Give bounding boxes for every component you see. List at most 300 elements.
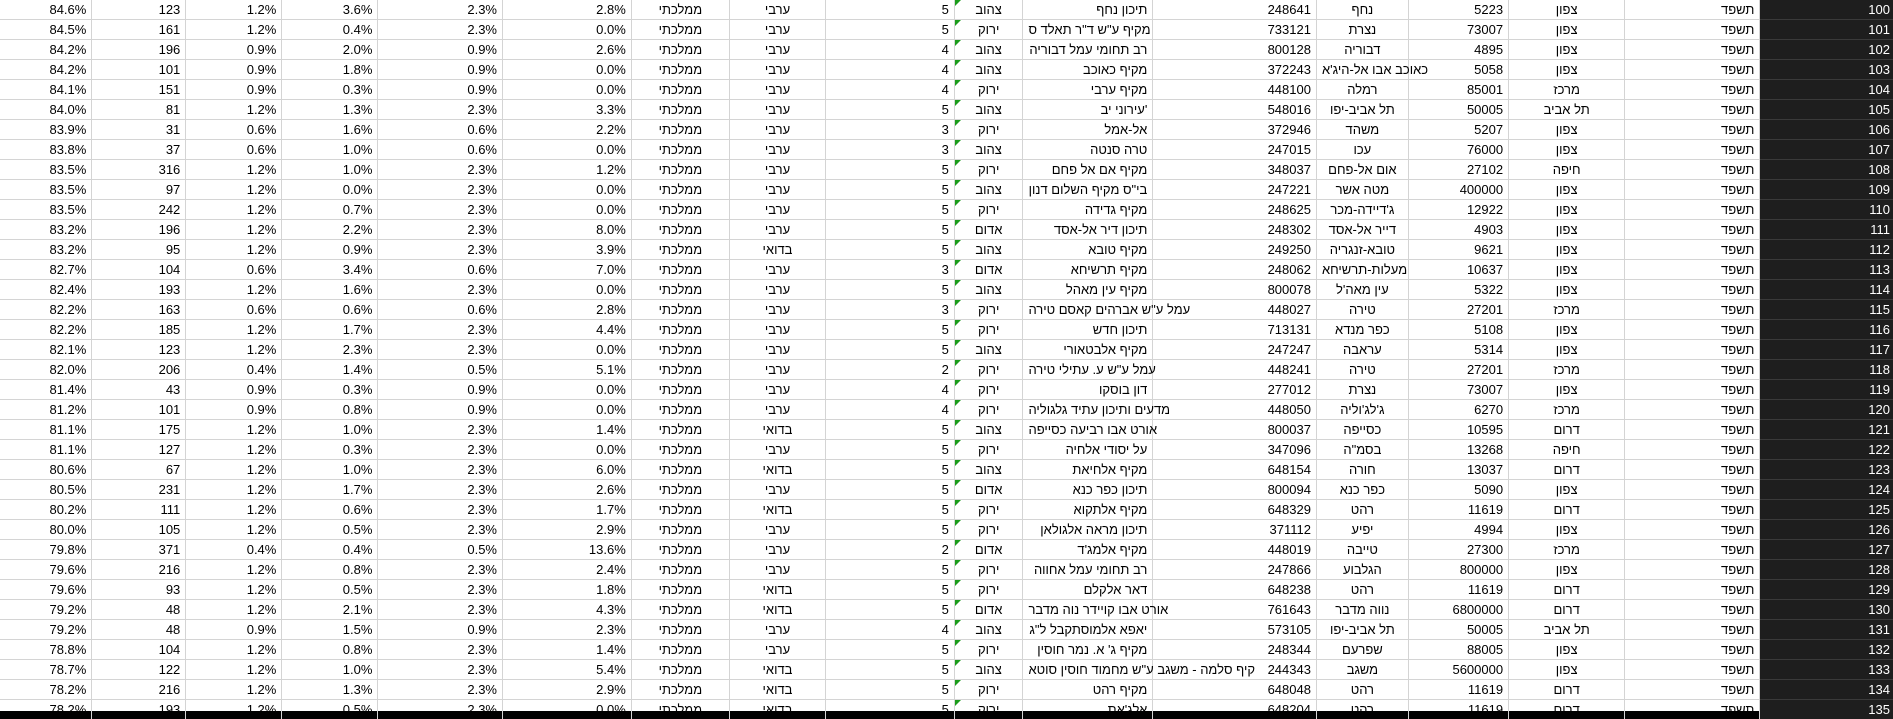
cell-count[interactable]: 196 (92, 220, 186, 240)
cell-level[interactable]: 4 (826, 400, 955, 420)
cell-city[interactable]: משגב (1316, 660, 1408, 680)
cell-school-name[interactable]: מקיף אם אל פחם (1023, 160, 1153, 180)
cell-year[interactable]: תשפד (1625, 620, 1760, 640)
cell-percent-total[interactable]: 79.2% (0, 600, 92, 620)
cell-pct-1[interactable]: 5.4% (503, 660, 632, 680)
cell-level[interactable]: 3 (826, 300, 955, 320)
cell-district[interactable]: מרכז (1509, 400, 1625, 420)
row-header[interactable]: 111 (1760, 220, 1893, 240)
cell-year[interactable]: תשפד (1625, 100, 1760, 120)
cell-count[interactable]: 175 (92, 420, 186, 440)
cell-level[interactable]: 2 (826, 360, 955, 380)
cell-school-name[interactable]: עמל ע"ש אברהים קאסם טירה (1023, 300, 1153, 320)
cell-city[interactable]: עין מאה'ל (1316, 280, 1408, 300)
cell-district[interactable]: צפון (1509, 660, 1625, 680)
row-header[interactable]: 131 (1760, 620, 1893, 640)
cell-supervision[interactable]: ממלכתי (631, 240, 729, 260)
cell-school-name[interactable]: תיכון חדש (1023, 320, 1153, 340)
cell-count[interactable]: 43 (92, 380, 186, 400)
cell-pct-2[interactable]: 2.3% (378, 320, 503, 340)
cell-pct-4[interactable]: 0.9% (186, 80, 282, 100)
cell-sector[interactable]: ערבי (729, 300, 825, 320)
row-header[interactable]: 113 (1760, 260, 1893, 280)
cell-school-name[interactable]: מקיף אלתקוא (1023, 500, 1153, 520)
cell-district[interactable]: דרום (1509, 680, 1625, 700)
cell-percent-total[interactable]: 78.8% (0, 640, 92, 660)
cell-pct-2[interactable]: 0.6% (378, 120, 503, 140)
row-header[interactable]: 118 (1760, 360, 1893, 380)
cell-pct-3[interactable]: 0.5% (282, 700, 378, 719)
cell-sector[interactable]: ערבי (729, 360, 825, 380)
cell-school-name[interactable]: מקיף גדידה (1023, 200, 1153, 220)
cell-sector[interactable]: ערבי (729, 60, 825, 80)
cell-count[interactable]: 81 (92, 100, 186, 120)
cell-year[interactable]: תשפד (1625, 340, 1760, 360)
cell-percent-total[interactable]: 78.7% (0, 660, 92, 680)
cell-supervision[interactable]: ממלכתי (631, 680, 729, 700)
cell-supervision[interactable]: ממלכתי (631, 460, 729, 480)
cell-sector[interactable]: ערבי (729, 400, 825, 420)
cell-school-symbol[interactable]: 371112 (1153, 520, 1317, 540)
cell-color[interactable]: צהוב (954, 420, 1023, 440)
row-header[interactable]: 129 (1760, 580, 1893, 600)
cell-percent-total[interactable]: 84.2% (0, 60, 92, 80)
cell-school-name[interactable]: דאר אלקלם (1023, 580, 1153, 600)
cell-city-code[interactable]: 27300 (1408, 540, 1508, 560)
cell-district[interactable]: צפון (1509, 220, 1625, 240)
cell-school-name[interactable]: תיכון דיר אל-אסד (1023, 220, 1153, 240)
cell-count[interactable]: 101 (92, 60, 186, 80)
cell-pct-1[interactable]: 0.0% (503, 140, 632, 160)
cell-school-symbol[interactable]: 247866 (1153, 560, 1317, 580)
cell-city[interactable]: כפר מנדא (1316, 320, 1408, 340)
cell-level[interactable]: 5 (826, 240, 955, 260)
cell-percent-total[interactable]: 81.2% (0, 400, 92, 420)
cell-pct-3[interactable]: 0.6% (282, 300, 378, 320)
cell-city[interactable]: מעלות-תרשיחא (1316, 260, 1408, 280)
cell-year[interactable]: תשפד (1625, 240, 1760, 260)
cell-supervision[interactable]: ממלכתי (631, 540, 729, 560)
cell-pct-3[interactable]: 2.1% (282, 600, 378, 620)
cell-count[interactable]: 104 (92, 640, 186, 660)
cell-year[interactable]: תשפד (1625, 200, 1760, 220)
cell-color[interactable]: ירוק (954, 680, 1023, 700)
cell-pct-4[interactable]: 1.2% (186, 280, 282, 300)
cell-supervision[interactable]: ממלכתי (631, 200, 729, 220)
cell-city[interactable]: כאוכב אבו אל-היג'א (1316, 60, 1408, 80)
cell-pct-4[interactable]: 0.4% (186, 540, 282, 560)
cell-city-code[interactable]: 5108 (1408, 320, 1508, 340)
cell-year[interactable]: תשפד (1625, 120, 1760, 140)
cell-city[interactable]: ג'לג'וליה (1316, 400, 1408, 420)
cell-city-code[interactable]: 73007 (1408, 20, 1508, 40)
cell-count[interactable]: 216 (92, 680, 186, 700)
cell-sector[interactable]: ערבי (729, 340, 825, 360)
cell-pct-4[interactable]: 1.2% (186, 480, 282, 500)
cell-supervision[interactable]: ממלכתי (631, 580, 729, 600)
cell-pct-2[interactable]: 2.3% (378, 440, 503, 460)
cell-district[interactable]: צפון (1509, 40, 1625, 60)
cell-city[interactable]: נווה מדבר (1316, 600, 1408, 620)
cell-pct-4[interactable]: 0.9% (186, 400, 282, 420)
cell-pct-3[interactable]: 2.3% (282, 340, 378, 360)
cell-pct-1[interactable]: 6.0% (503, 460, 632, 480)
row-header[interactable]: 110 (1760, 200, 1893, 220)
row-header[interactable]: 102 (1760, 40, 1893, 60)
cell-school-name[interactable]: מקיף אלמג'ד (1023, 540, 1153, 560)
cell-school-symbol[interactable]: 277012 (1153, 380, 1317, 400)
cell-year[interactable]: תשפד (1625, 640, 1760, 660)
cell-pct-4[interactable]: 1.2% (186, 320, 282, 340)
cell-school-symbol[interactable]: 372946 (1153, 120, 1317, 140)
cell-supervision[interactable]: ממלכתי (631, 40, 729, 60)
cell-city[interactable]: מטה אשר (1316, 180, 1408, 200)
cell-pct-3[interactable]: 1.3% (282, 100, 378, 120)
cell-year[interactable]: תשפד (1625, 260, 1760, 280)
row-header[interactable]: 117 (1760, 340, 1893, 360)
cell-percent-total[interactable]: 81.1% (0, 420, 92, 440)
cell-city[interactable]: משהד (1316, 120, 1408, 140)
cell-pct-2[interactable]: 2.3% (378, 660, 503, 680)
cell-pct-2[interactable]: 0.6% (378, 140, 503, 160)
cell-count[interactable]: 231 (92, 480, 186, 500)
cell-district[interactable]: צפון (1509, 640, 1625, 660)
row-header[interactable]: 134 (1760, 680, 1893, 700)
cell-count[interactable]: 163 (92, 300, 186, 320)
row-header[interactable]: 105 (1760, 100, 1893, 120)
cell-pct-3[interactable]: 0.0% (282, 180, 378, 200)
cell-color[interactable]: ירוק (954, 560, 1023, 580)
cell-school-symbol[interactable]: 648204 (1153, 700, 1317, 719)
cell-percent-total[interactable]: 83.5% (0, 160, 92, 180)
cell-year[interactable]: תשפד (1625, 300, 1760, 320)
cell-pct-3[interactable]: 1.3% (282, 680, 378, 700)
cell-pct-2[interactable]: 2.3% (378, 0, 503, 20)
cell-year[interactable]: תשפד (1625, 500, 1760, 520)
cell-supervision[interactable]: ממלכתי (631, 60, 729, 80)
cell-city[interactable]: הגלבוע (1316, 560, 1408, 580)
cell-year[interactable]: תשפד (1625, 520, 1760, 540)
cell-city-code[interactable]: 11619 (1408, 700, 1508, 719)
cell-sector[interactable]: ערבי (729, 540, 825, 560)
cell-level[interactable]: 5 (826, 280, 955, 300)
cell-pct-1[interactable]: 2.9% (503, 680, 632, 700)
row-header[interactable]: 120 (1760, 400, 1893, 420)
cell-color[interactable]: ירוק (954, 320, 1023, 340)
cell-count[interactable]: 105 (92, 520, 186, 540)
cell-school-name[interactable]: אורט אבו רביעה כסייפה (1023, 420, 1153, 440)
cell-count[interactable]: 316 (92, 160, 186, 180)
cell-percent-total[interactable]: 80.2% (0, 500, 92, 520)
cell-level[interactable]: 5 (826, 480, 955, 500)
row-header[interactable]: 106 (1760, 120, 1893, 140)
cell-pct-2[interactable]: 2.3% (378, 460, 503, 480)
cell-pct-2[interactable]: 2.3% (378, 100, 503, 120)
row-header[interactable]: 116 (1760, 320, 1893, 340)
cell-level[interactable]: 5 (826, 0, 955, 20)
row-header[interactable]: 135 (1760, 700, 1893, 719)
cell-year[interactable]: תשפד (1625, 600, 1760, 620)
cell-school-symbol[interactable]: 761643 (1153, 600, 1317, 620)
cell-district[interactable]: צפון (1509, 280, 1625, 300)
cell-supervision[interactable]: ממלכתי (631, 700, 729, 719)
cell-school-name[interactable]: מקיף ג' א. נמר חוסין (1023, 640, 1153, 660)
cell-color[interactable]: ירוק (954, 640, 1023, 660)
cell-color[interactable]: ירוק (954, 120, 1023, 140)
cell-pct-4[interactable]: 1.2% (186, 440, 282, 460)
cell-sector[interactable]: ערבי (729, 160, 825, 180)
cell-district[interactable]: צפון (1509, 480, 1625, 500)
cell-city-code[interactable]: 50005 (1408, 100, 1508, 120)
cell-pct-2[interactable]: 2.3% (378, 200, 503, 220)
cell-level[interactable]: 5 (826, 500, 955, 520)
cell-pct-3[interactable]: 3.6% (282, 0, 378, 20)
cell-school-name[interactable]: מקיף ערבי (1023, 80, 1153, 100)
cell-city[interactable]: רהט (1316, 700, 1408, 719)
cell-city[interactable]: טירה (1316, 300, 1408, 320)
cell-city-code[interactable]: 5207 (1408, 120, 1508, 140)
cell-pct-1[interactable]: 3.9% (503, 240, 632, 260)
cell-school-name[interactable]: אל-אמל (1023, 120, 1153, 140)
cell-pct-4[interactable]: 1.2% (186, 220, 282, 240)
cell-percent-total[interactable]: 81.4% (0, 380, 92, 400)
cell-color[interactable]: אדום (954, 260, 1023, 280)
row-header[interactable]: 114 (1760, 280, 1893, 300)
cell-sector[interactable]: ערבי (729, 0, 825, 20)
cell-school-symbol[interactable]: 448050 (1153, 400, 1317, 420)
cell-district[interactable]: דרום (1509, 700, 1625, 719)
cell-supervision[interactable]: ממלכתי (631, 80, 729, 100)
cell-level[interactable]: 5 (826, 320, 955, 340)
cell-color[interactable]: צהוב (954, 620, 1023, 640)
cell-pct-1[interactable]: 2.8% (503, 300, 632, 320)
cell-school-symbol[interactable]: 800078 (1153, 280, 1317, 300)
cell-pct-3[interactable]: 1.6% (282, 120, 378, 140)
cell-supervision[interactable]: ממלכתי (631, 380, 729, 400)
cell-count[interactable]: 122 (92, 660, 186, 680)
cell-pct-2[interactable]: 0.9% (378, 620, 503, 640)
cell-pct-3[interactable]: 1.7% (282, 320, 378, 340)
cell-city[interactable]: תל אביב-יפו (1316, 620, 1408, 640)
cell-district[interactable]: צפון (1509, 260, 1625, 280)
cell-pct-4[interactable]: 1.2% (186, 200, 282, 220)
cell-district[interactable]: תל אביב (1509, 620, 1625, 640)
cell-pct-4[interactable]: 1.2% (186, 460, 282, 480)
cell-pct-3[interactable]: 1.0% (282, 460, 378, 480)
cell-school-name[interactable]: מקיף כאוכב (1023, 60, 1153, 80)
cell-sector[interactable]: ערבי (729, 80, 825, 100)
cell-sector[interactable]: ערבי (729, 40, 825, 60)
cell-city-code[interactable]: 800000 (1408, 560, 1508, 580)
cell-school-name[interactable]: מדעים ותיכון עתיד גלגוליה (1023, 400, 1153, 420)
cell-school-symbol[interactable]: 248625 (1153, 200, 1317, 220)
cell-pct-1[interactable]: 2.3% (503, 620, 632, 640)
cell-pct-2[interactable]: 2.3% (378, 700, 503, 719)
cell-city[interactable]: יפיע (1316, 520, 1408, 540)
cell-color[interactable]: ירוק (954, 380, 1023, 400)
cell-level[interactable]: 5 (826, 600, 955, 620)
cell-school-symbol[interactable]: 800128 (1153, 40, 1317, 60)
cell-percent-total[interactable]: 84.0% (0, 100, 92, 120)
cell-pct-3[interactable]: 0.8% (282, 400, 378, 420)
cell-pct-3[interactable]: 1.5% (282, 620, 378, 640)
cell-level[interactable]: 3 (826, 260, 955, 280)
cell-level[interactable]: 5 (826, 220, 955, 240)
cell-pct-1[interactable]: 2.8% (503, 0, 632, 20)
cell-pct-3[interactable]: 0.4% (282, 20, 378, 40)
cell-pct-3[interactable]: 0.3% (282, 440, 378, 460)
cell-school-symbol[interactable]: 648154 (1153, 460, 1317, 480)
row-header[interactable]: 123 (1760, 460, 1893, 480)
cell-level[interactable]: 5 (826, 560, 955, 580)
cell-pct-3[interactable]: 0.9% (282, 240, 378, 260)
cell-pct-4[interactable]: 1.2% (186, 20, 282, 40)
cell-supervision[interactable]: ממלכתי (631, 520, 729, 540)
cell-level[interactable]: 5 (826, 680, 955, 700)
cell-pct-2[interactable]: 0.9% (378, 400, 503, 420)
cell-city[interactable]: ג'דיידה-מכר (1316, 200, 1408, 220)
cell-supervision[interactable]: ממלכתי (631, 100, 729, 120)
cell-city[interactable]: כפר כנא (1316, 480, 1408, 500)
cell-supervision[interactable]: ממלכתי (631, 440, 729, 460)
cell-city-code[interactable]: 13268 (1408, 440, 1508, 460)
cell-year[interactable]: תשפד (1625, 480, 1760, 500)
cell-city[interactable]: עראבה (1316, 340, 1408, 360)
cell-pct-3[interactable]: 0.4% (282, 540, 378, 560)
cell-city[interactable]: טובא-זנגריה (1316, 240, 1408, 260)
cell-sector[interactable]: ערבי (729, 200, 825, 220)
cell-district[interactable]: מרכז (1509, 360, 1625, 380)
cell-city[interactable]: דבוריה (1316, 40, 1408, 60)
cell-pct-1[interactable]: 0.0% (503, 180, 632, 200)
cell-pct-2[interactable]: 2.3% (378, 560, 503, 580)
cell-city-code[interactable]: 76000 (1408, 140, 1508, 160)
cell-school-symbol[interactable]: 247247 (1153, 340, 1317, 360)
cell-school-name[interactable]: מקיף אלבטאורי (1023, 340, 1153, 360)
cell-district[interactable]: צפון (1509, 560, 1625, 580)
cell-school-name[interactable]: רב תחומי עמל אחווה (1023, 560, 1153, 580)
cell-count[interactable]: 161 (92, 20, 186, 40)
cell-pct-2[interactable]: 0.5% (378, 360, 503, 380)
cell-city[interactable]: רהט (1316, 500, 1408, 520)
cell-school-symbol[interactable]: 448241 (1153, 360, 1317, 380)
cell-pct-1[interactable]: 0.0% (503, 440, 632, 460)
cell-sector[interactable]: ערבי (729, 100, 825, 120)
cell-pct-1[interactable]: 4.4% (503, 320, 632, 340)
cell-count[interactable]: 97 (92, 180, 186, 200)
cell-school-name[interactable]: מקיף טובא (1023, 240, 1153, 260)
cell-color[interactable]: ירוק (954, 520, 1023, 540)
cell-year[interactable]: תשפד (1625, 680, 1760, 700)
cell-city-code[interactable]: 50005 (1408, 620, 1508, 640)
cell-city[interactable]: עכו (1316, 140, 1408, 160)
cell-percent-total[interactable]: 82.1% (0, 340, 92, 360)
cell-year[interactable]: תשפד (1625, 540, 1760, 560)
cell-color[interactable]: צהוב (954, 0, 1023, 20)
cell-city-code[interactable]: 13037 (1408, 460, 1508, 480)
cell-year[interactable]: תשפד (1625, 0, 1760, 20)
cell-city[interactable]: דייר אל-אסד (1316, 220, 1408, 240)
cell-school-symbol[interactable]: 713131 (1153, 320, 1317, 340)
cell-percent-total[interactable]: 83.2% (0, 240, 92, 260)
cell-district[interactable]: מרכז (1509, 80, 1625, 100)
cell-percent-total[interactable]: 80.5% (0, 480, 92, 500)
cell-count[interactable]: 101 (92, 400, 186, 420)
cell-pct-4[interactable]: 1.2% (186, 500, 282, 520)
cell-district[interactable]: חיפה (1509, 440, 1625, 460)
cell-pct-4[interactable]: 0.6% (186, 260, 282, 280)
cell-pct-2[interactable]: 0.6% (378, 300, 503, 320)
cell-district[interactable]: דרום (1509, 500, 1625, 520)
cell-pct-1[interactable]: 8.0% (503, 220, 632, 240)
cell-color[interactable]: צהוב (954, 100, 1023, 120)
cell-city-code[interactable]: 11619 (1408, 680, 1508, 700)
cell-school-symbol[interactable]: 548016 (1153, 100, 1317, 120)
cell-pct-1[interactable]: 7.0% (503, 260, 632, 280)
cell-school-name[interactable]: בי"ס מקיף השלום דנון (1023, 180, 1153, 200)
cell-color[interactable]: צהוב (954, 340, 1023, 360)
cell-year[interactable]: תשפד (1625, 360, 1760, 380)
cell-year[interactable]: תשפד (1625, 380, 1760, 400)
cell-city-code[interactable]: 73007 (1408, 380, 1508, 400)
cell-pct-4[interactable]: 1.2% (186, 560, 282, 580)
cell-pct-3[interactable]: 1.0% (282, 420, 378, 440)
cell-pct-3[interactable]: 2.0% (282, 40, 378, 60)
cell-district[interactable]: צפון (1509, 120, 1625, 140)
cell-count[interactable]: 151 (92, 80, 186, 100)
cell-school-symbol[interactable]: 248344 (1153, 640, 1317, 660)
cell-color[interactable]: ירוק (954, 80, 1023, 100)
cell-city[interactable]: נחף (1316, 0, 1408, 20)
cell-school-name[interactable]: תיכון כפר כנא (1023, 480, 1153, 500)
cell-district[interactable]: צפון (1509, 240, 1625, 260)
cell-year[interactable]: תשפד (1625, 560, 1760, 580)
cell-city-code[interactable]: 9621 (1408, 240, 1508, 260)
cell-level[interactable]: 5 (826, 420, 955, 440)
cell-color[interactable]: ירוק (954, 580, 1023, 600)
cell-school-symbol[interactable]: 448027 (1153, 300, 1317, 320)
cell-city[interactable]: בסמ"ה (1316, 440, 1408, 460)
cell-pct-4[interactable]: 1.2% (186, 340, 282, 360)
cell-sector[interactable]: בדואי (729, 600, 825, 620)
row-header[interactable]: 122 (1760, 440, 1893, 460)
cell-district[interactable]: חיפה (1509, 160, 1625, 180)
cell-level[interactable]: 5 (826, 200, 955, 220)
cell-color[interactable]: צהוב (954, 280, 1023, 300)
cell-color[interactable]: צהוב (954, 60, 1023, 80)
cell-supervision[interactable]: ממלכתי (631, 20, 729, 40)
cell-city[interactable]: רמלה (1316, 80, 1408, 100)
cell-color[interactable]: צהוב (954, 240, 1023, 260)
cell-sector[interactable]: בדואי (729, 580, 825, 600)
cell-sector[interactable]: בדואי (729, 460, 825, 480)
row-header[interactable]: 109 (1760, 180, 1893, 200)
row-header[interactable]: 119 (1760, 380, 1893, 400)
cell-pct-3[interactable]: 1.0% (282, 140, 378, 160)
cell-supervision[interactable]: ממלכתי (631, 560, 729, 580)
cell-percent-total[interactable]: 78.2% (0, 700, 92, 719)
cell-supervision[interactable]: ממלכתי (631, 220, 729, 240)
cell-school-symbol[interactable]: 348037 (1153, 160, 1317, 180)
cell-supervision[interactable]: ממלכתי (631, 300, 729, 320)
cell-percent-total[interactable]: 83.5% (0, 200, 92, 220)
cell-district[interactable]: צפון (1509, 140, 1625, 160)
cell-supervision[interactable]: ממלכתי (631, 180, 729, 200)
cell-percent-total[interactable]: 82.2% (0, 320, 92, 340)
cell-pct-1[interactable]: 0.0% (503, 60, 632, 80)
cell-percent-total[interactable]: 83.5% (0, 180, 92, 200)
cell-school-name[interactable]: עמל ע"ש ע. עתילי טירה (1023, 360, 1153, 380)
